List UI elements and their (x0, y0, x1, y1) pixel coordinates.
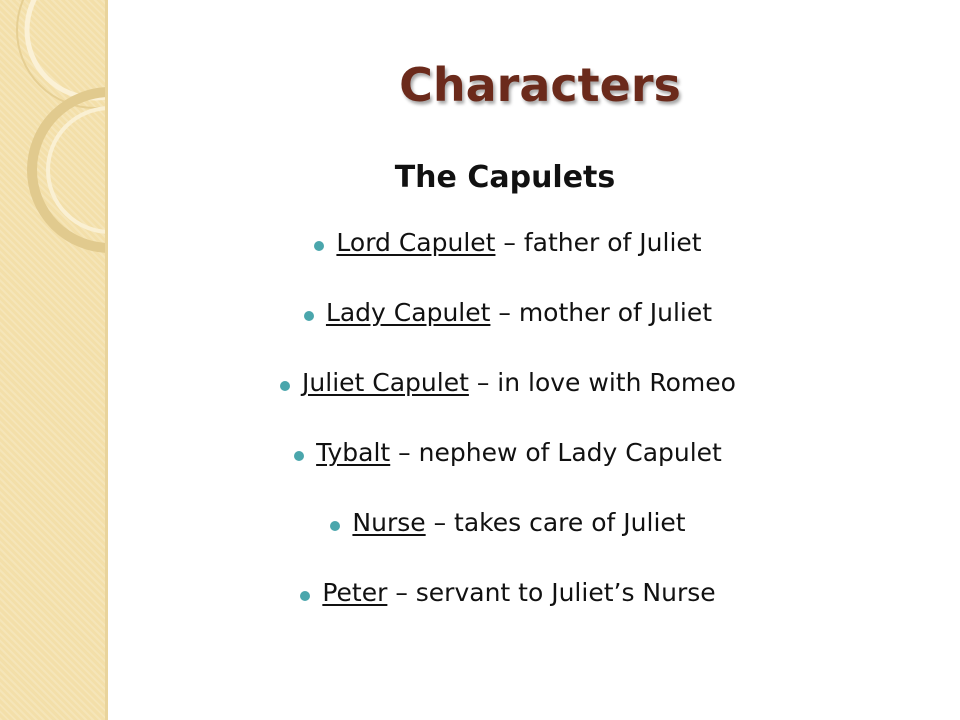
bullet-icon (300, 591, 310, 601)
character-name: Lady Capulet (325, 298, 491, 327)
bullet-icon (304, 311, 314, 321)
character-description: – takes care of Juliet (425, 508, 686, 537)
list-item (108, 228, 908, 298)
bullet-icon (314, 241, 324, 251)
character-description: – nephew of Lady Capulet (390, 438, 722, 467)
slide-subtitle: The Capulets (394, 160, 616, 195)
list-item (108, 508, 908, 578)
character-description: – in love with Romeo (468, 368, 736, 397)
character-name: Peter (322, 578, 388, 607)
list-item (108, 298, 908, 368)
character-description: – mother of Juliet (490, 298, 713, 327)
character-name: Lord Capulet (336, 228, 496, 257)
bullet-icon (330, 521, 340, 531)
character-description: – father of Juliet (495, 228, 702, 257)
slide-title: Characters (399, 58, 681, 112)
character-list (108, 228, 908, 648)
character-name: Tybalt (316, 438, 391, 467)
bullet-icon (294, 451, 304, 461)
character-name: Juliet Capulet (302, 368, 469, 397)
decorative-side-panel (0, 0, 105, 720)
decorative-rings-icon (0, 0, 105, 720)
character-name: Nurse (352, 508, 426, 537)
list-item (108, 578, 908, 648)
character-description: – servant to Juliet’s Nurse (387, 578, 716, 607)
list-item (108, 368, 908, 438)
list-item (108, 438, 908, 508)
bullet-icon (280, 381, 290, 391)
